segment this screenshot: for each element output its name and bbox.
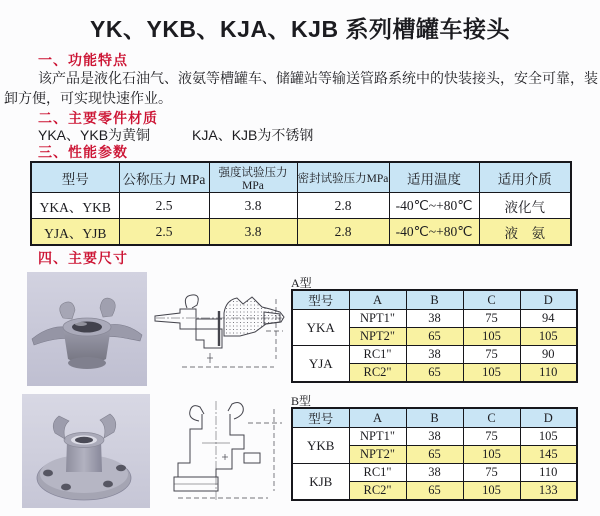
cell: 145 (520, 446, 577, 464)
cell: 94 (520, 310, 577, 328)
header-b: B (406, 290, 463, 310)
cell: 133 (520, 482, 577, 501)
cell: 38 (406, 310, 463, 328)
type-a-photo (27, 272, 147, 386)
type-a-table-label: A型 (291, 276, 312, 290)
cell: -40℃~+80℃ (389, 219, 479, 246)
dim-row (292, 310, 577, 328)
cell: YKA、YKB (31, 193, 119, 219)
cell: 38 (406, 464, 463, 482)
model-cell: YKB (292, 428, 349, 464)
header-model: 型号 (292, 290, 349, 310)
cell: 液化气 (479, 193, 571, 219)
cell: 3.8 (209, 193, 297, 219)
header-nominal-pressure: 公称压力 MPa (119, 162, 209, 193)
cell: 2.8 (297, 219, 389, 246)
header-model: 型号 (292, 408, 349, 428)
cell: 3.8 (209, 219, 297, 246)
model-cell: KJB (292, 464, 349, 501)
cell: YJA、YJB (31, 219, 119, 246)
header-a: A (349, 408, 406, 428)
cell: RC1" (349, 346, 406, 364)
cell: 90 (520, 346, 577, 364)
cell: 105 (520, 428, 577, 446)
dim-row (292, 464, 577, 482)
header-b: B (406, 408, 463, 428)
header-c: C (463, 408, 520, 428)
materials-stainless: KJA、KJB为不锈钢 (192, 127, 314, 143)
cell: 38 (406, 346, 463, 364)
model-cell: YJA (292, 346, 349, 383)
cell: 65 (406, 446, 463, 464)
cell: RC2" (349, 364, 406, 383)
cell: NPT2" (349, 328, 406, 346)
header-d: D (520, 408, 577, 428)
cell: 液 氨 (479, 219, 571, 246)
feature-description: 该产品是液化石油气、液氨等槽罐车、储罐站等输送管路系统中的快装接头，安全可靠，装卸方便，可实现快速作业。 (4, 70, 598, 106)
section-4-heading: 四、主要尺寸 (38, 250, 128, 266)
header-model: 型号 (31, 162, 119, 193)
type-b-drawing (168, 399, 286, 503)
dim-row (292, 346, 577, 364)
performance-row-yka (31, 193, 571, 219)
cell: 65 (406, 364, 463, 383)
cell: 2.5 (119, 193, 209, 219)
cell: 105 (463, 446, 520, 464)
cell: NPT1" (349, 310, 406, 328)
dim-header-row (292, 408, 577, 428)
cell: 105 (463, 364, 520, 383)
header-strength-test: 强度试验压力MPa (209, 162, 297, 193)
cell: NPT2" (349, 446, 406, 464)
header-c: C (463, 290, 520, 310)
header-a: A (349, 290, 406, 310)
cell: 105 (463, 328, 520, 346)
cell: 2.5 (119, 219, 209, 246)
cell: 65 (406, 328, 463, 346)
cell: RC1" (349, 464, 406, 482)
type-b-dimension-table (291, 407, 578, 501)
type-a-dimension-table (291, 289, 578, 383)
type-a-drawing (152, 283, 286, 377)
cell: RC2" (349, 482, 406, 501)
performance-header-row (31, 162, 571, 193)
performance-row-yja (31, 219, 571, 246)
header-d: D (520, 290, 577, 310)
section-1-heading: 一、功能特点 (38, 52, 128, 68)
cell: NPT1" (349, 428, 406, 446)
dim-row (292, 428, 577, 446)
page-title: YK、YKB、KJA、KJB 系列槽罐车接头 (90, 16, 510, 42)
cell: 75 (463, 346, 520, 364)
cell: -40℃~+80℃ (389, 193, 479, 219)
cell: 110 (520, 464, 577, 482)
cell: 38 (406, 428, 463, 446)
performance-table (30, 161, 572, 246)
type-b-photo (22, 394, 150, 508)
header-medium: 适用介质 (479, 162, 571, 193)
type-b-table-label: B型 (291, 394, 312, 408)
materials-brass: YKA、YKB为黄铜 (38, 127, 151, 143)
dim-header-row (292, 290, 577, 310)
header-seal-test: 密封试验压力MPa (297, 162, 389, 193)
cell: 75 (463, 464, 520, 482)
cell: 65 (406, 482, 463, 501)
cell: 105 (520, 328, 577, 346)
model-cell: YKA (292, 310, 349, 346)
cell: 75 (463, 310, 520, 328)
section-3-heading: 三、性能参数 (38, 144, 128, 160)
section-2-heading: 二、主要零件材质 (38, 110, 158, 126)
cell: 75 (463, 428, 520, 446)
cell: 2.8 (297, 193, 389, 219)
header-temperature: 适用温度 (389, 162, 479, 193)
cell: 110 (520, 364, 577, 383)
cell: 105 (463, 482, 520, 501)
